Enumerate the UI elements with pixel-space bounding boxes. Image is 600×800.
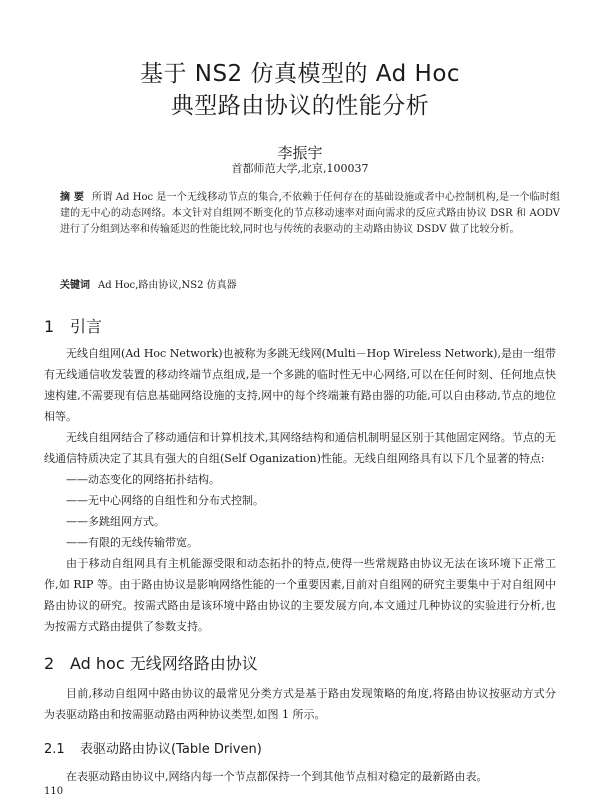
subsection-2-1-paragraph: 在表驱动路由协议中,网络内每一个节点都保持一个到其他节点相对稳定的最新路由表。 [66, 770, 488, 783]
subsection-2-1-heading [44, 738, 262, 757]
abstract-label: 摘 要 [60, 192, 85, 203]
section-1-title: 引言 [70, 317, 103, 336]
section-1-body [44, 343, 556, 637]
section-2-heading [44, 651, 258, 674]
section-2-paragraph: 目前,移动自组网中路由协议的最常见分类方式是基于路由发现策略的角度,将路由协议按驱动方式分为表驱动路由和按需驱动路由两种协议类型,如图 1 所示。 [44, 687, 556, 721]
abstract-text: 所谓 Ad Hoc 是一个无线移动节点的集合,不依赖于任何存在的基础设施或者中心控制机构,是一个临时组建的无中心的动态网络。本文针对自组网不断变化的节点移动速率对面向需求的反应式路由协议 DSR 和 AODV 进行了分组到达率和传输延迟的性能比较,同时也与传统的表驱动的主动路由协议 DSDV 做了比较分析。 [60, 192, 561, 235]
keywords-text: Ad Hoc,路由协议,NS2 仿真器 [98, 280, 237, 291]
paper-title-line-1: 基于 NS2 仿真模型的 Ad Hoc [139, 61, 461, 87]
section-1-paragraph: 无线自组网(Ad Hoc Network)也被称为多跳无线网(Multi－Hop Wireless Network),是由一组带有无线通信收发装置的移动终端节点组成,是一个多跳的临时性无中心网络,可以在任何时刻、任何地点快速构建,不需要现有信息基础网络设施的支持,网中的每个终端兼有路由器的功能,可以自由移动,节点的地位相等。 [44, 347, 556, 423]
section-1-number: 1 [44, 317, 55, 336]
subsection-2-1-number: 2.1 [44, 742, 65, 757]
keywords [60, 276, 237, 291]
section-2-title: Ad hoc 无线网络路由协议 [70, 654, 258, 673]
page-number: 110 [44, 786, 64, 797]
subsection-2-1-body [44, 766, 556, 787]
section-2-body [44, 683, 556, 725]
feature-list-item: ——无中心网络的自组性和分布式控制。 [66, 494, 264, 507]
keywords-label: 关键词 [60, 280, 90, 291]
author-name: 李振宇 [277, 144, 323, 162]
section-1-heading [44, 314, 102, 337]
author-affiliation: 首都师范大学,北京,100037 [231, 162, 369, 175]
section-1-paragraph: 无线自组网结合了移动通信和计算机技术,其网络结构和通信机制明显区别于其他固定网络。节点的无线通信特质决定了其具有强大的自组(Self Oganization)性能。无线自组网络具有以下几个显著的特点: [44, 431, 556, 465]
section-1-paragraph: 由于移动自组网具有主机能源受限和动态拓扑的特点,使得一些常规路由协议无法在该环境下正常工作,如 RIP 等。由于路由协议是影响网络性能的一个重要因素,目前对自组网的研究主要集中于对自组网中路由协议的研究。按需式路由是该环境中路由协议的主要发展方向,本文通过几种协议的实验进行分析,也为按需方式路由提供了参数支持。 [44, 557, 556, 633]
feature-list-item: ——多跳组网方式。 [66, 515, 165, 528]
abstract [60, 190, 560, 238]
subsection-2-1-title: 表驱动路由协议(Table Driven) [80, 742, 262, 757]
feature-list-item: ——有限的无线传输带宽。 [66, 536, 198, 549]
paper-title-line-2: 典型路由协议的性能分析 [170, 93, 430, 119]
section-2-number: 2 [44, 654, 55, 673]
feature-list-item: ——动态变化的网络拓扑结构。 [66, 473, 220, 486]
